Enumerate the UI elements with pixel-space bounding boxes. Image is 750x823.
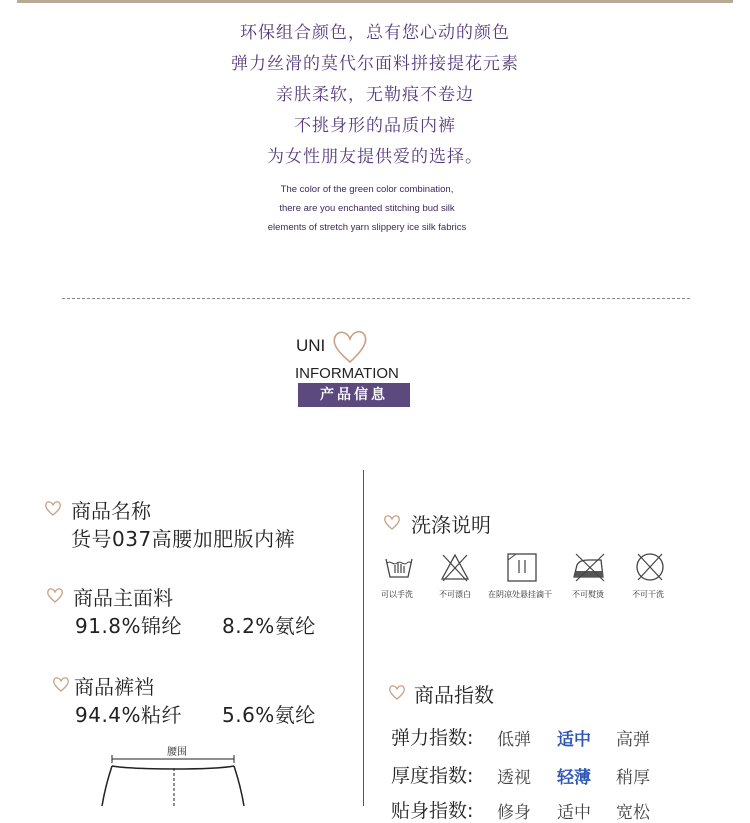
tagline-cn-2: 弹力丝滑的莫代尔面料拼接提花元素 [231,54,519,74]
tagline-cn-3: 亲肤柔软，无勒痕不卷边 [276,85,474,105]
logo-uni-text: UNI [296,336,326,355]
crotch-title: 商品裤裆 [74,675,154,699]
tagline-en-2: there are you enchanted stitching bud silk [279,203,455,214]
line-dry-shade-icon [506,551,538,583]
heart-bullet-icon [44,500,62,516]
elasticity-label: 弹力指数: [391,727,474,749]
heart-bullet-icon [52,676,70,692]
washing-title: 洗涤说明 [411,513,491,537]
fit-label: 贴身指数: [391,800,474,822]
thickness-option-sheer: 透视 [497,768,531,788]
hand-wash-label: 可以手洗 [381,590,413,599]
fabric-value-1: 91.8%锦纶 [75,614,183,638]
index-title: 商品指数 [414,683,494,707]
elasticity-option-high: 高弹 [616,730,650,750]
logo-information-text: INFORMATION [295,365,399,382]
logo-heart-icon [330,326,370,366]
no-dry-clean-icon [634,551,666,583]
elasticity-option-medium: 适中 [557,730,591,750]
fit-option-slim: 修身 [497,803,531,823]
product-info-badge: 产品信息 [298,383,410,407]
no-bleach-label: 不可漂白 [439,590,471,599]
thickness-option-light: 轻薄 [557,768,591,788]
product-name-title: 商品名称 [71,499,151,523]
crotch-value-1: 94.4%粘纤 [75,703,183,727]
column-divider [363,470,364,806]
top-banner-edge [17,0,733,3]
heart-bullet-icon [46,587,64,603]
crotch-value-2: 5.6%氨纶 [222,703,316,727]
heart-bullet-icon [388,684,406,700]
fit-option-loose: 宽松 [616,803,650,823]
hand-wash-icon [383,551,415,583]
no-iron-icon [571,551,607,583]
tagline-cn-1: 环保组合颜色，总有您心动的颜色 [240,23,510,43]
no-iron-label: 不可熨烫 [572,590,604,599]
tagline-cn-5: 为女性朋友提供爱的选择。 [267,147,483,167]
tagline-en-1: The color of the green color combination, [280,184,454,195]
thickness-label: 厚度指数: [391,765,474,787]
no-bleach-icon [439,551,471,583]
thickness-option-thick: 稍厚 [616,768,650,788]
fit-option-medium: 适中 [557,803,591,823]
line-dry-shade-label: 在阴凉处悬挂滴干 [488,590,552,599]
elasticity-option-low: 低弹 [497,730,531,750]
tagline-cn-4: 不挑身形的品质内裤 [294,116,456,136]
tagline-en-3: elements of stretch yarn slippery ice silk fabrics [267,222,467,233]
product-name-value: 货号037高腰加肥版内裤 [71,527,296,551]
waist-label: 腰围 [167,747,187,758]
fabric-value-2: 8.2%氨纶 [222,614,316,638]
heart-bullet-icon [383,514,401,530]
no-dry-clean-label: 不可干洗 [632,590,664,599]
section-divider [62,298,690,299]
underwear-size-diagram [96,754,252,806]
fabric-title: 商品主面料 [73,586,173,610]
